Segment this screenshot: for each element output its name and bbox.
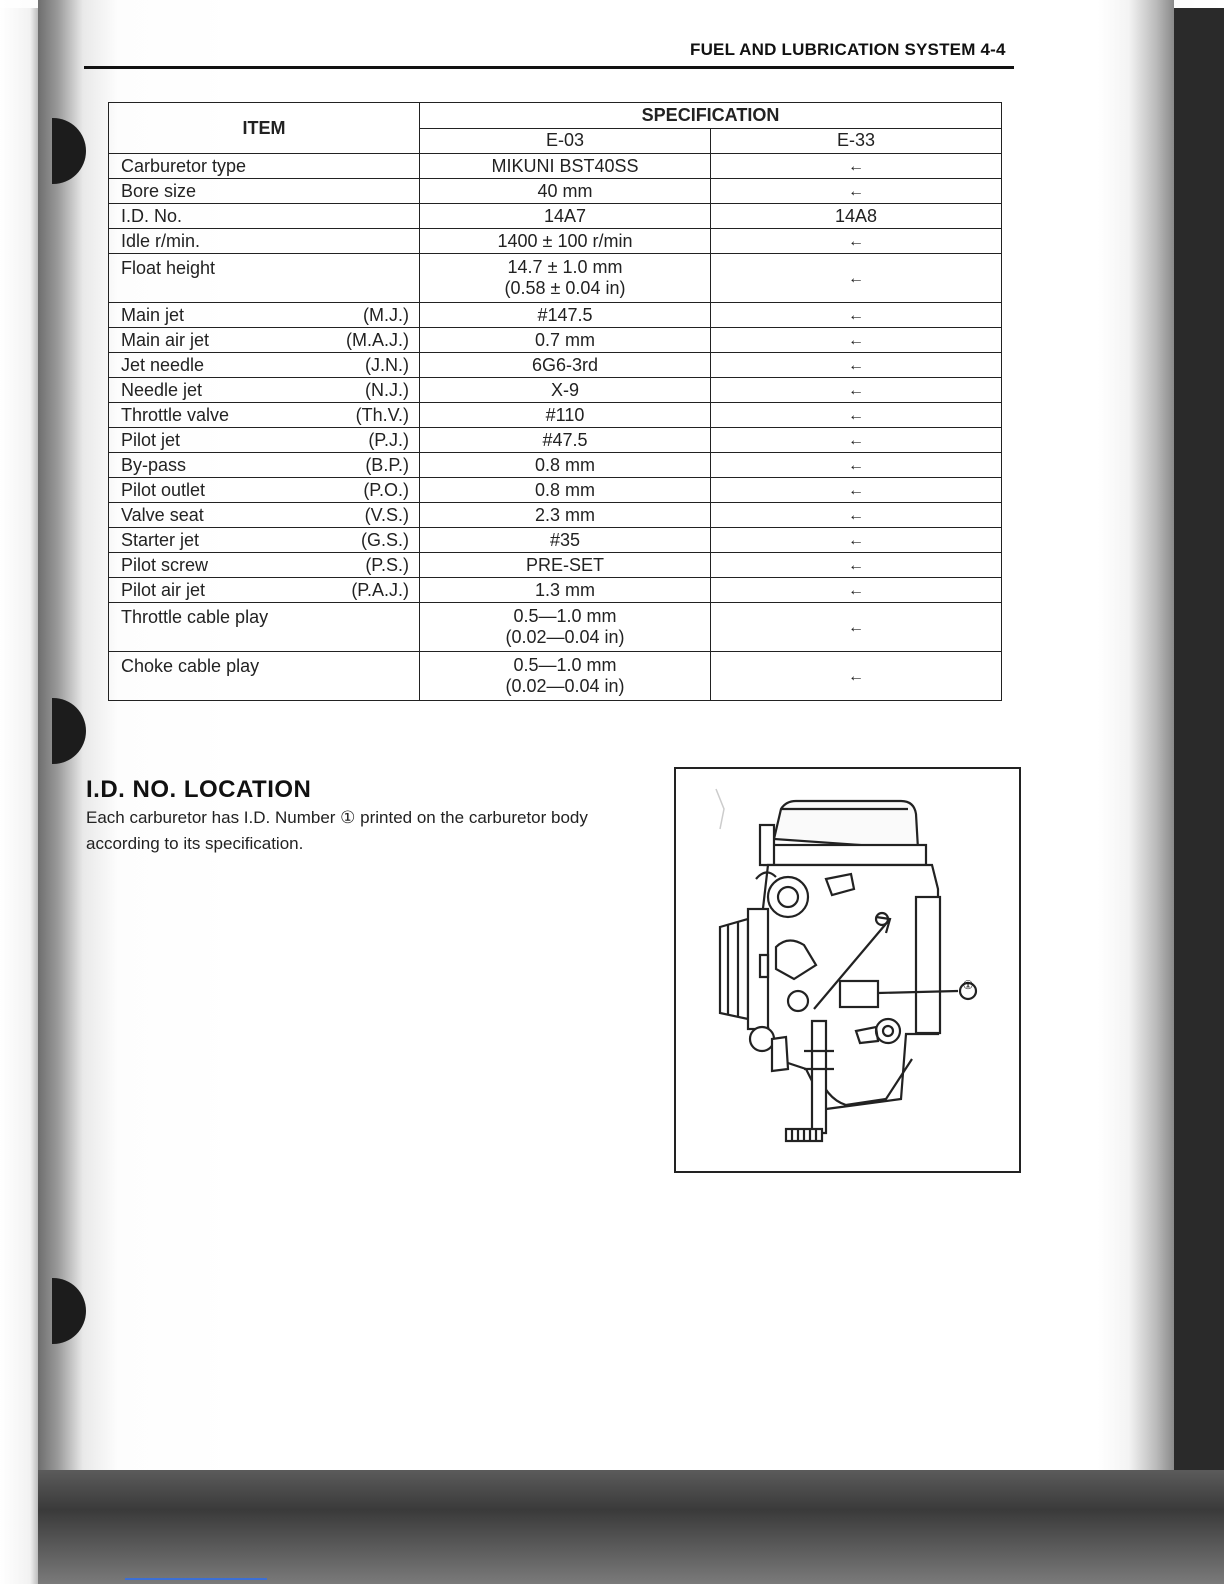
spec-e03-value: #47.5 — [542, 429, 588, 450]
spec-item-abbr: (G.S.) — [361, 529, 409, 550]
spec-row — [109, 478, 1002, 503]
spec-item-cell — [109, 378, 420, 403]
header-item: ITEM — [109, 103, 420, 154]
spec-item-cell — [109, 303, 420, 328]
spec-row — [109, 204, 1002, 229]
spec-e33-cell: ← — [711, 553, 1002, 578]
spec-item-label: Jet needle — [121, 354, 205, 375]
spec-e33-cell: ← — [711, 353, 1002, 378]
spec-e03-value: 14.7 ± 1.0 mm — [507, 257, 623, 277]
spec-e03-cell — [420, 378, 711, 403]
spec-e33-cell: ← — [711, 528, 1002, 553]
spec-row — [109, 353, 1002, 378]
spec-item-abbr: (Th.V.) — [355, 404, 409, 425]
spec-row — [109, 154, 1002, 179]
spec-row — [109, 179, 1002, 204]
spec-table-body — [109, 154, 1002, 701]
spec-row — [109, 303, 1002, 328]
spec-item-label: Carburetor type — [121, 155, 247, 176]
spec-row — [109, 528, 1002, 553]
spec-item-label: Choke cable play — [121, 656, 260, 676]
spec-item-cell — [109, 403, 420, 428]
spec-item-label: I.D. No. — [121, 205, 183, 226]
spec-e03-value: 0.5—1.0 mm — [513, 606, 617, 626]
spec-item-abbr: (P.A.J.) — [351, 579, 409, 600]
spec-e03-cell — [420, 254, 711, 303]
spec-e03-value: 0.7 mm — [534, 329, 595, 350]
spec-item-abbr: (P.O.) — [363, 479, 409, 500]
spec-item-cell — [109, 353, 420, 378]
spec-item-cell — [109, 652, 420, 701]
spec-item-cell — [109, 503, 420, 528]
spec-row — [109, 503, 1002, 528]
spec-item-label: Throttle valve — [121, 404, 230, 425]
spec-e03-value: 0.8 mm — [534, 479, 595, 500]
spec-e03-value: 2.3 mm — [534, 504, 595, 525]
spec-e33-cell: ← — [711, 303, 1002, 328]
spec-item-abbr: (N.J.) — [365, 379, 409, 400]
spec-item-cell — [109, 204, 420, 229]
spec-item-label: Main jet — [121, 304, 185, 325]
spec-e03-cell — [420, 428, 711, 453]
spec-e03-value: #147.5 — [537, 304, 593, 325]
spec-item-label: Idle r/min. — [121, 230, 201, 251]
spec-row — [109, 254, 1002, 303]
spec-e03-value: 14A7 — [543, 205, 587, 226]
spec-item-abbr: (M.J.) — [363, 304, 409, 325]
spec-item-abbr: (M.A.J.) — [346, 329, 409, 350]
page-header-title: FUEL AND LUBRICATION SYSTEM 4-4 — [690, 40, 1006, 59]
spec-item-cell — [109, 528, 420, 553]
spec-item-cell — [109, 603, 420, 652]
spec-item-cell — [109, 453, 420, 478]
spec-item-cell — [109, 428, 420, 453]
spec-item-label: Valve seat — [121, 504, 204, 525]
spec-e03-value: 0.5—1.0 mm — [513, 655, 617, 675]
spec-row — [109, 229, 1002, 254]
spec-item-cell — [109, 578, 420, 603]
spec-item-label: Needle jet — [121, 379, 203, 400]
spec-e03-value-imperial: (0.02—0.04 in) — [505, 627, 625, 647]
spec-e03-cell — [420, 229, 711, 254]
scan-bottom-line — [125, 1578, 267, 1580]
spec-e03-value: PRE-SET — [525, 554, 604, 575]
spec-item-abbr: (V.S.) — [364, 504, 409, 525]
spec-item-cell — [109, 154, 420, 179]
carburetor-figure — [674, 767, 1021, 1173]
spec-e33-cell: ← — [711, 578, 1002, 603]
spec-e03-cell — [420, 528, 711, 553]
spec-row — [109, 453, 1002, 478]
header-specification: SPECIFICATION — [420, 103, 1002, 129]
spec-e03-cell — [420, 403, 711, 428]
spec-row — [109, 603, 1002, 652]
spec-item-label: Main air jet — [121, 329, 210, 350]
spec-item-abbr: (B.P.) — [365, 454, 409, 475]
spec-item-abbr: (P.J.) — [368, 429, 409, 450]
spec-e03-cell — [420, 204, 711, 229]
spec-e33-cell: 14A8 — [711, 204, 1002, 229]
scan-left-edge — [0, 0, 38, 1584]
spec-e33-cell: ← — [711, 254, 1002, 303]
spec-e03-value: 1.3 mm — [534, 579, 595, 600]
spec-e03-cell — [420, 154, 711, 179]
spec-e33-cell: ← — [711, 503, 1002, 528]
spec-e33-cell: ← — [711, 453, 1002, 478]
spec-e03-value: MIKUNI BST40SS — [491, 155, 639, 176]
spec-e33-cell: ← — [711, 652, 1002, 701]
spec-e03-cell — [420, 603, 711, 652]
spec-e03-value: 1400 ± 100 r/min — [497, 230, 633, 251]
section-body-text: Each carburetor has I.D. Number ① printed on the carburetor body according to its specification. — [86, 808, 588, 853]
spec-row — [109, 428, 1002, 453]
spec-e03-value: #35 — [549, 529, 581, 550]
carburetor-illustration — [676, 769, 1019, 1171]
spec-item-label: Float height — [121, 258, 216, 278]
spec-item-label: Throttle cable play — [121, 607, 269, 627]
header-e33: E-33 — [711, 128, 1002, 154]
spec-e33-cell: ← — [711, 229, 1002, 254]
spec-e33-cell: ← — [711, 378, 1002, 403]
spec-e03-cell — [420, 453, 711, 478]
spec-e03-value: #110 — [545, 404, 585, 425]
spec-e33-cell: ← — [711, 603, 1002, 652]
spec-e33-cell: ← — [711, 478, 1002, 503]
spec-e33-cell: ← — [711, 403, 1002, 428]
spec-item-cell — [109, 179, 420, 204]
spec-item-abbr: (J.N.) — [365, 354, 409, 375]
spec-item-label: By-pass — [121, 454, 187, 475]
spec-e03-value: 6G6-3rd — [531, 354, 599, 375]
spec-item-label: Starter jet — [121, 529, 200, 550]
spec-e03-cell — [420, 652, 711, 701]
spec-e03-value-imperial: (0.58 ± 0.04 in) — [504, 278, 626, 298]
spec-e03-cell — [420, 303, 711, 328]
spec-e03-cell — [420, 328, 711, 353]
spec-e03-cell — [420, 478, 711, 503]
spec-e03-cell — [420, 503, 711, 528]
spec-e03-value: 40 mm — [537, 180, 593, 201]
spec-item-label: Bore size — [121, 180, 197, 201]
scan-bottom-edge — [38, 1470, 1224, 1584]
spec-item-cell — [109, 478, 420, 503]
carburetor-spec-table — [108, 102, 1002, 701]
spec-e03-value-imperial: (0.02—0.04 in) — [505, 676, 625, 696]
spec-e03-value: 0.8 mm — [534, 454, 595, 475]
spec-row — [109, 553, 1002, 578]
page-right-edge — [1128, 0, 1174, 1470]
spec-item-label: Pilot outlet — [121, 479, 206, 500]
spec-row — [109, 403, 1002, 428]
header-rule — [84, 66, 1014, 69]
spec-e03-value: X-9 — [550, 379, 579, 400]
header-e03: E-03 — [420, 128, 711, 154]
section-heading: I.D. NO. LOCATION — [86, 776, 312, 803]
spec-item-cell — [109, 553, 420, 578]
spec-item-label: Pilot jet — [121, 429, 181, 450]
spec-item-abbr: (P.S.) — [365, 554, 409, 575]
spec-e33-cell: ← — [711, 179, 1002, 204]
spec-row — [109, 652, 1002, 701]
spec-item-cell — [109, 254, 420, 303]
spec-item-cell — [109, 328, 420, 353]
spec-item-label: Pilot air jet — [121, 579, 206, 600]
spec-row — [109, 578, 1002, 603]
spec-row — [109, 378, 1002, 403]
spec-item-cell — [109, 229, 420, 254]
spec-e33-cell: ← — [711, 328, 1002, 353]
spec-e03-cell — [420, 179, 711, 204]
spec-e03-cell — [420, 353, 711, 378]
spec-row — [109, 328, 1002, 353]
spec-e03-cell — [420, 553, 711, 578]
spec-e33-cell: ← — [711, 428, 1002, 453]
callout-marker-1: ① — [962, 978, 974, 992]
spec-e03-cell — [420, 578, 711, 603]
spec-e33-cell: ← — [711, 154, 1002, 179]
spec-item-label: Pilot screw — [121, 554, 209, 575]
